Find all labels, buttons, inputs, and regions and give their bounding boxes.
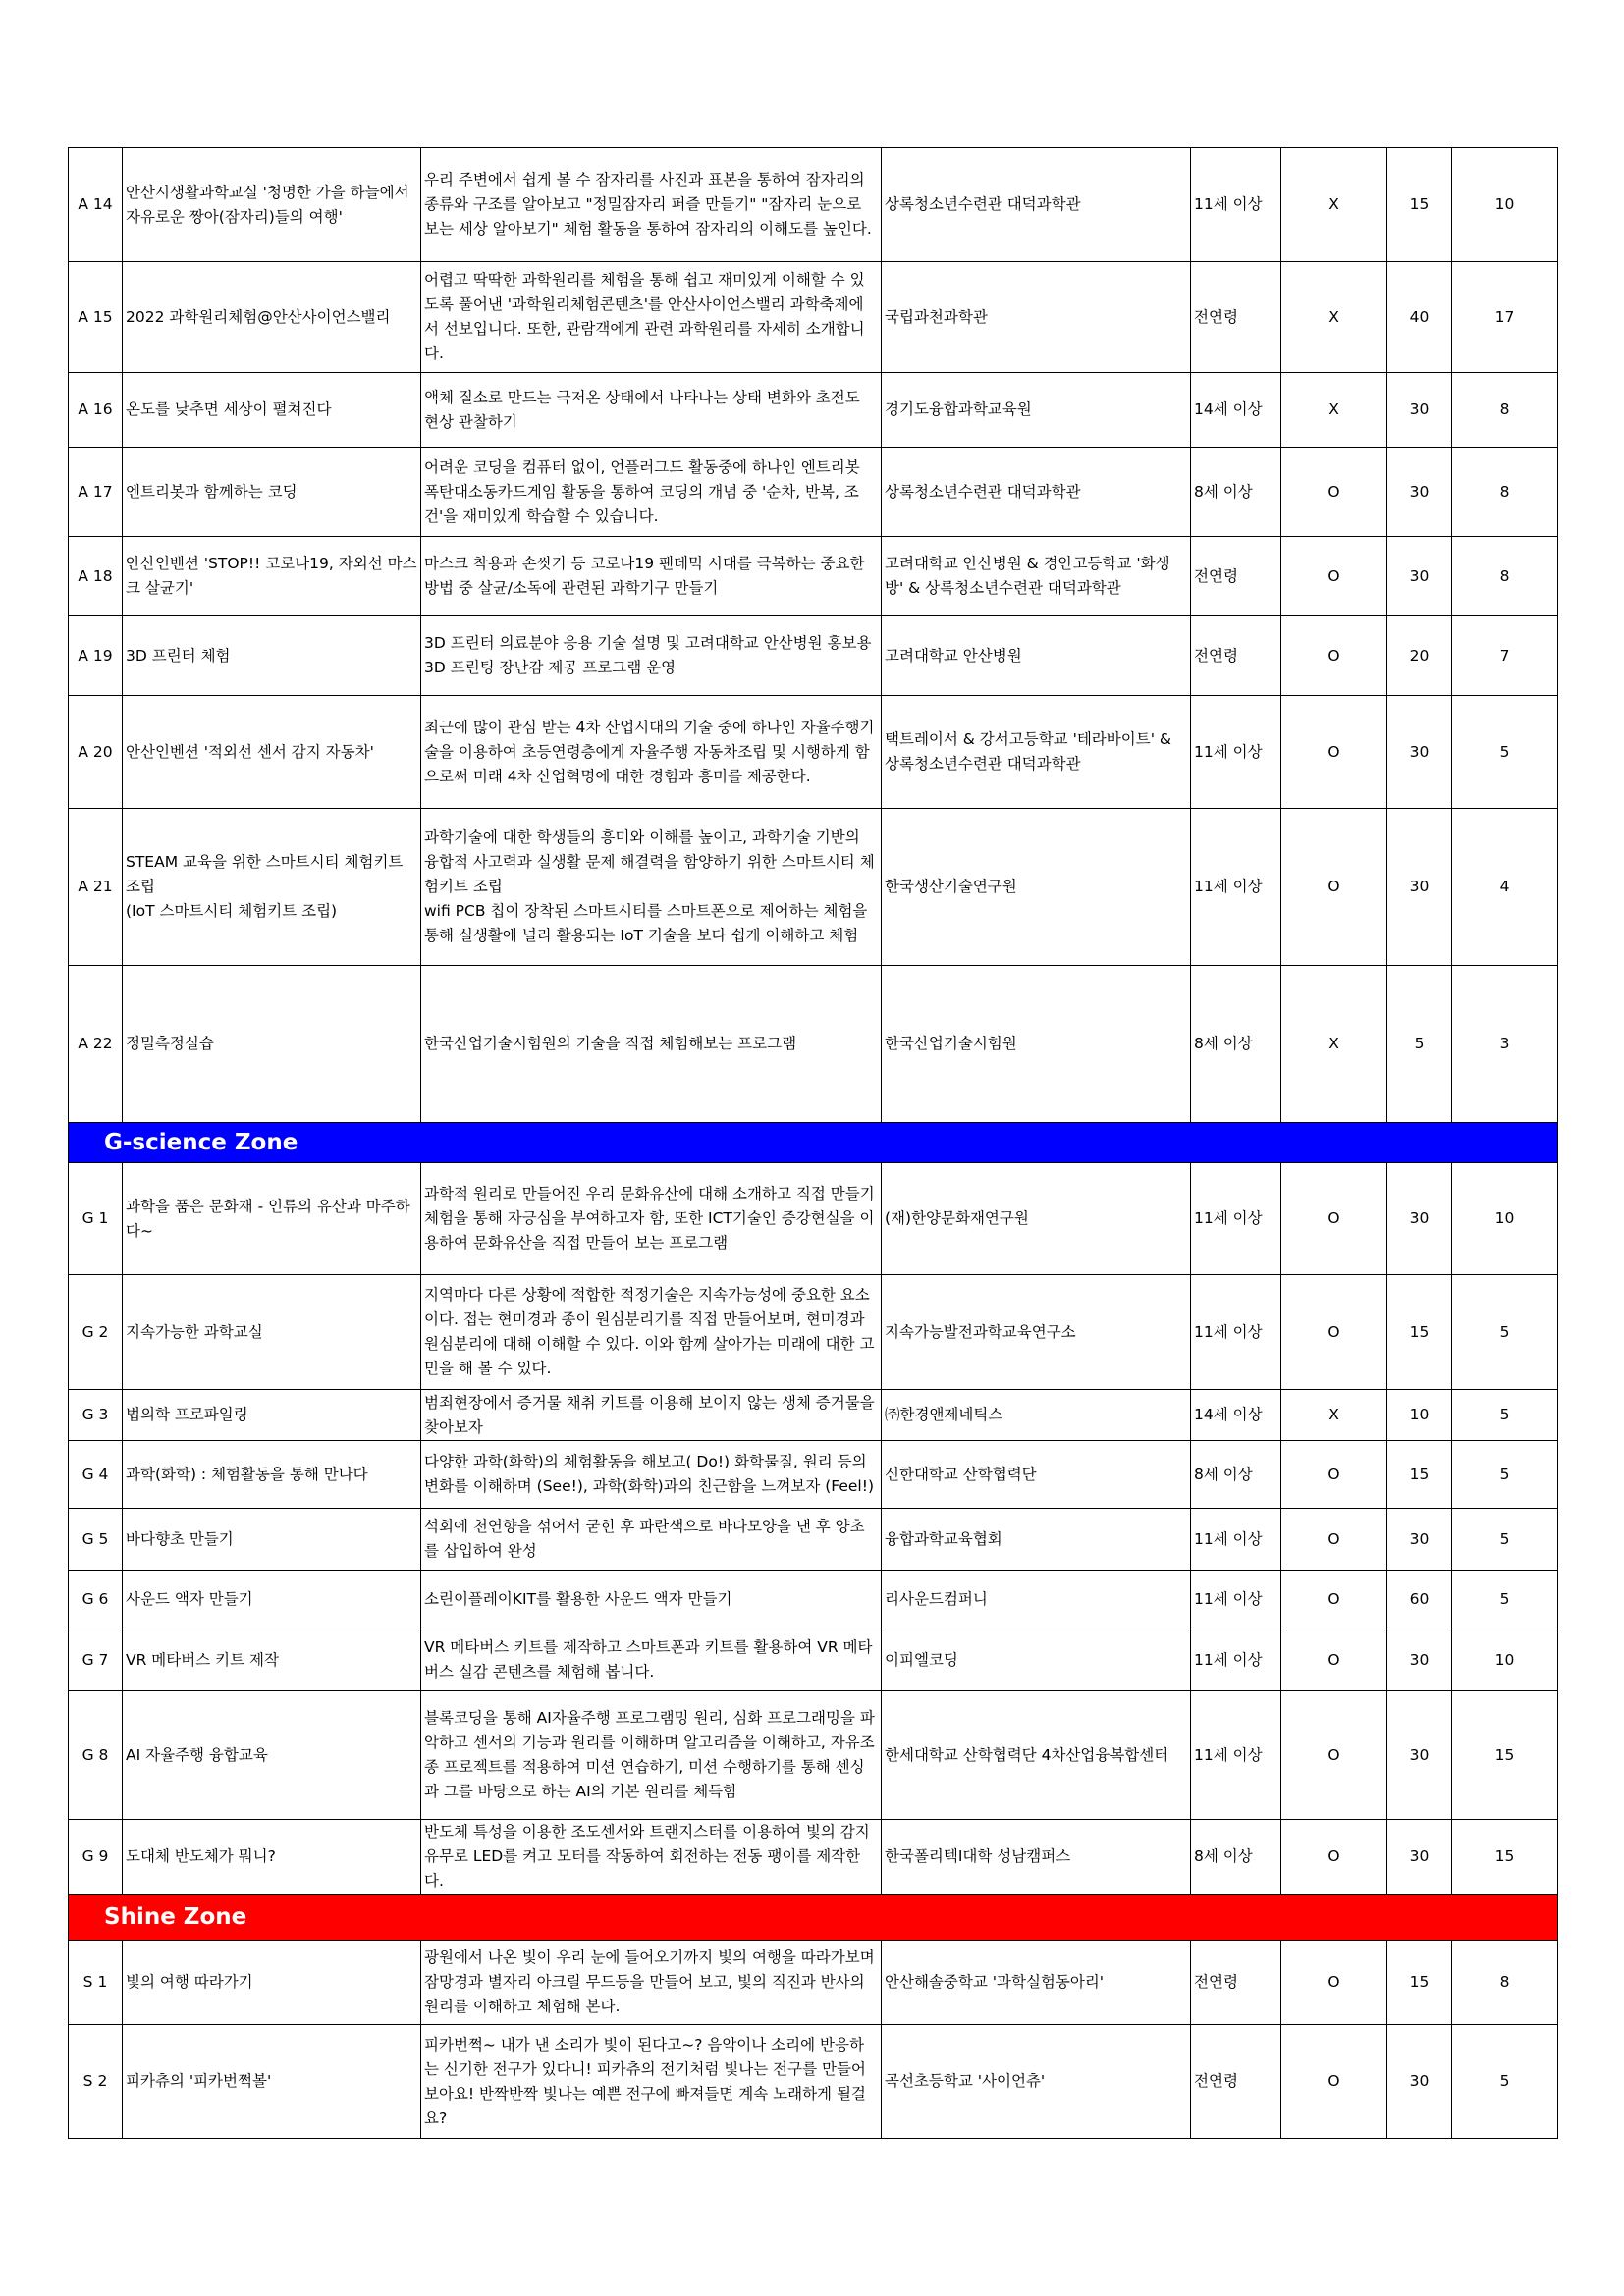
table-row — [69, 809, 1558, 966]
program-title: 정밀측정실습 — [123, 966, 421, 1123]
program-description: 우리 주변에서 쉽게 볼 수 잠자리를 사진과 표본을 통하여 잠자리의 종류와 구조를 알아보고 "정밀잠자리 퍼즐 만들기" "잠자리 눈으로 보는 세상 알아보기" 체험 활동을 통하여 잠자리의 이해도를 높인다. — [421, 148, 882, 262]
rounds: 5 — [1452, 1509, 1558, 1571]
reservation-flag: O — [1281, 1941, 1387, 2025]
capacity: 30 — [1387, 1629, 1452, 1691]
program-id: A 19 — [69, 616, 123, 696]
capacity: 30 — [1387, 1820, 1452, 1895]
reservation-flag: O — [1281, 1691, 1387, 1820]
program-title: 2022 과학원리체험@안산사이언스밸리 — [123, 262, 421, 373]
program-title: STEAM 교육을 위한 스마트시티 체험키트 조립 (IoT 스마트시티 체험키트 조립) — [123, 809, 421, 966]
capacity: 40 — [1387, 262, 1452, 373]
program-title: AI 자율주행 융합교육 — [123, 1691, 421, 1820]
reservation-flag: X — [1281, 1390, 1387, 1441]
table-row — [69, 1275, 1558, 1390]
organizer: 이피엘코딩 — [882, 1629, 1191, 1691]
table-row — [69, 1941, 1558, 2025]
table-row — [69, 1441, 1558, 1509]
capacity: 30 — [1387, 373, 1452, 448]
program-title: VR 메타버스 키트 제작 — [123, 1629, 421, 1691]
organizer: 한국생산기술연구원 — [882, 809, 1191, 966]
organizer: 택트레이서 & 강서고등학교 '테라바이트' & 상록청소년수련관 대덕과학관 — [882, 696, 1191, 809]
program-description: VR 메타버스 키트를 제작하고 스마트폰과 키트를 활용하여 VR 메타버스 실감 콘텐츠를 체험해 봅니다. — [421, 1629, 882, 1691]
reservation-flag: O — [1281, 1509, 1387, 1571]
age-limit: 전연령 — [1191, 537, 1281, 616]
program-title: 법의학 프로파일링 — [123, 1390, 421, 1441]
program-id: G 4 — [69, 1441, 123, 1509]
age-limit: 11세 이상 — [1191, 1275, 1281, 1390]
program-title: 과학(화학) : 체험활동을 통해 만나다 — [123, 1441, 421, 1509]
table-row — [69, 373, 1558, 448]
age-limit: 8세 이상 — [1191, 1820, 1281, 1895]
organizer: 상록청소년수련관 대덕과학관 — [882, 448, 1191, 537]
table-row — [69, 696, 1558, 809]
program-description: 소린이플레이KIT를 활용한 사운드 액자 만들기 — [421, 1571, 882, 1629]
program-description: 광원에서 나온 빛이 우리 눈에 들어오기까지 빛의 여행을 따라가보며 잠망경과 별자리 아크릴 무드등을 만들어 보고, 빛의 직진과 반사의 원리를 이해하고 체험해 본다. — [421, 1941, 882, 2025]
program-description: 석회에 천연향을 섞어서 굳힌 후 파란색으로 바다모양을 낸 후 양초를 삽입하여 완성 — [421, 1509, 882, 1571]
table-row — [69, 448, 1558, 537]
program-description: 블록코딩을 통해 AI자율주행 프로그램밍 원리, 심화 프로그래밍을 파악하고 센서의 기능과 원리를 이해하며 알고리즘을 이해하고, 자유조종 프로젝트를 적용하여 미션 연습하기, 미션 수행하기를 통해 센싱과 그를 바탕으로 하는 AI의 기본 원리를 체득함 — [421, 1691, 882, 1820]
reservation-flag: O — [1281, 2025, 1387, 2139]
organizer: 리사운드컴퍼니 — [882, 1571, 1191, 1629]
table-row — [69, 966, 1558, 1123]
organizer: 국립과천과학관 — [882, 262, 1191, 373]
rounds: 7 — [1452, 616, 1558, 696]
reservation-flag: O — [1281, 1571, 1387, 1629]
reservation-flag: X — [1281, 262, 1387, 373]
program-description: 마스크 착용과 손씻기 등 코로나19 팬데믹 시대를 극복하는 중요한 방법 중 살균/소독에 관련된 과학기구 만들기 — [421, 537, 882, 616]
program-description: 반도체 특성을 이용한 조도센서와 트랜지스터를 이용하여 빛의 감지 유무로 LED를 켜고 모터를 작동하여 회전하는 전동 팽이를 제작한다. — [421, 1820, 882, 1895]
program-title: 안산인벤션 'STOP!! 코로나19, 자외선 마스크 살균기' — [123, 537, 421, 616]
program-title: 빛의 여행 따라가기 — [123, 1941, 421, 2025]
program-id: A 17 — [69, 448, 123, 537]
capacity: 15 — [1387, 1941, 1452, 2025]
reservation-flag: O — [1281, 1275, 1387, 1390]
program-id: G 8 — [69, 1691, 123, 1820]
reservation-flag: X — [1281, 373, 1387, 448]
table-row — [69, 148, 1558, 262]
reservation-flag: O — [1281, 809, 1387, 966]
table-row — [69, 1390, 1558, 1441]
capacity: 30 — [1387, 1163, 1452, 1275]
program-title: 피카츄의 '피카번쩍볼' — [123, 2025, 421, 2139]
organizer: 상록청소년수련관 대덕과학관 — [882, 148, 1191, 262]
capacity: 20 — [1387, 616, 1452, 696]
capacity: 60 — [1387, 1571, 1452, 1629]
capacity: 30 — [1387, 1691, 1452, 1820]
reservation-flag: O — [1281, 1441, 1387, 1509]
table-row — [69, 1820, 1558, 1895]
reservation-flag: O — [1281, 537, 1387, 616]
age-limit: 전연령 — [1191, 262, 1281, 373]
program-title: 도대체 반도체가 뭐니? — [123, 1820, 421, 1895]
organizer: 고려대학교 안산병원 & 경안고등학교 '화생방' & 상록청소년수련관 대덕과학관 — [882, 537, 1191, 616]
rounds: 8 — [1452, 537, 1558, 616]
organizer: 경기도융합과학교육원 — [882, 373, 1191, 448]
age-limit: 11세 이상 — [1191, 148, 1281, 262]
age-limit: 11세 이상 — [1191, 1629, 1281, 1691]
age-limit: 14세 이상 — [1191, 1390, 1281, 1441]
program-id: A 15 — [69, 262, 123, 373]
program-id: G 3 — [69, 1390, 123, 1441]
organizer: ㈜한경앤제네틱스 — [882, 1390, 1191, 1441]
rounds: 5 — [1452, 1571, 1558, 1629]
program-id: A 20 — [69, 696, 123, 809]
program-description: 액체 질소로 만드는 극저온 상태에서 나타나는 상태 변화와 초전도 현상 관찰하기 — [421, 373, 882, 448]
age-limit: 14세 이상 — [1191, 373, 1281, 448]
program-id: G 9 — [69, 1820, 123, 1895]
reservation-flag: O — [1281, 696, 1387, 809]
rounds: 3 — [1452, 966, 1558, 1123]
reservation-flag: X — [1281, 148, 1387, 262]
rounds: 8 — [1452, 1941, 1558, 2025]
rounds: 5 — [1452, 1390, 1558, 1441]
program-description: 다양한 과학(화학)의 체험활동을 해보고( Do!) 화학물질, 원리 등의 변화를 이해하며 (See!), 과학(화학)과의 친근함을 느껴보자 (Feel!) — [421, 1441, 882, 1509]
program-title: 엔트리봇과 함께하는 코딩 — [123, 448, 421, 537]
rounds: 10 — [1452, 1629, 1558, 1691]
program-description: 과학기술에 대한 학생들의 흥미와 이해를 높이고, 과학기술 기반의 융합적 사고력과 실생활 문제 해결력을 함양하기 위한 스마트시티 체험키트 조립 wifi PCB 칩이 장착된 스마트시티를 스마트폰으로 제어하는 체험을 통해 실생활에 널리 활용되는 IoT 기술을 보다 쉽게 이해하고 체험 — [421, 809, 882, 966]
rounds: 4 — [1452, 809, 1558, 966]
rounds: 10 — [1452, 148, 1558, 262]
program-title: 안산시생활과학교실 '청명한 가을 하늘에서 자유로운 짱아(잠자리)들의 여행' — [123, 148, 421, 262]
table-row — [69, 1691, 1558, 1820]
age-limit: 11세 이상 — [1191, 809, 1281, 966]
table-row — [69, 537, 1558, 616]
age-limit: 11세 이상 — [1191, 1509, 1281, 1571]
table-row — [69, 1509, 1558, 1571]
rounds: 5 — [1452, 1275, 1558, 1390]
program-description: 과학적 원리로 만들어진 우리 문화유산에 대해 소개하고 직접 만들기 체험을 통해 자긍심을 부여하고자 함, 또한 ICT기술인 증강현실을 이용하여 문화유산을 직접 만들어 보는 프로그램 — [421, 1163, 882, 1275]
organizer: 곡선초등학교 '사이언츄' — [882, 2025, 1191, 2139]
zone-header — [69, 1895, 1558, 1941]
program-description: 피카번쩍~ 내가 낸 소리가 빛이 된다고~? 음악이나 소리에 반응하는 신기한 전구가 있다니! 피카츄의 전기처럼 빛나는 전구를 만들어보아요! 반짝반짝 빛나는 예쁜 전구에 빠져들면 계속 노래하게 될걸요? — [421, 2025, 882, 2139]
program-table-body — [69, 148, 1558, 2139]
program-title: 과학을 품은 문화재 - 인류의 유산과 마주하다~ — [123, 1163, 421, 1275]
organizer: 융합과학교육협회 — [882, 1509, 1191, 1571]
capacity: 30 — [1387, 1509, 1452, 1571]
program-title: 바다향초 만들기 — [123, 1509, 421, 1571]
program-description: 어려운 코딩을 컴퓨터 없이, 언플러그드 활동중에 하나인 엔트리봇 폭탄대소동카드게임 활동을 통하여 코딩의 개념 중 '순차, 반복, 조건'을 재미있게 학습할 수 있습니다. — [421, 448, 882, 537]
program-id: S 2 — [69, 2025, 123, 2139]
program-description: 지역마다 다른 상황에 적합한 적정기술은 지속가능성에 중요한 요소이다. 접는 현미경과 종이 원심분리기를 직접 만들어보며, 현미경과 원심분리에 대해 이해할 수 있다. 이와 함께 살아가는 미래에 대한 고민을 해 볼 수 있다. — [421, 1275, 882, 1390]
capacity: 15 — [1387, 148, 1452, 262]
zone-header — [69, 1123, 1558, 1163]
program-title: 사운드 액자 만들기 — [123, 1571, 421, 1629]
program-id: A 18 — [69, 537, 123, 616]
program-title: 안산인벤션 '적외선 센서 감지 자동차' — [123, 696, 421, 809]
program-id: A 14 — [69, 148, 123, 262]
age-limit: 8세 이상 — [1191, 966, 1281, 1123]
zone-title: Shine Zone — [69, 1895, 1558, 1941]
capacity: 30 — [1387, 2025, 1452, 2139]
organizer: 한세대학교 산학협력단 4차산업융복합센터 — [882, 1691, 1191, 1820]
age-limit: 11세 이상 — [1191, 696, 1281, 809]
program-description: 한국산업기술시험원의 기술을 직접 체험해보는 프로그램 — [421, 966, 882, 1123]
program-title: 온도를 낮추면 세상이 펼쳐진다 — [123, 373, 421, 448]
capacity: 30 — [1387, 809, 1452, 966]
age-limit: 11세 이상 — [1191, 1691, 1281, 1820]
capacity: 15 — [1387, 1275, 1452, 1390]
table-row — [69, 2025, 1558, 2139]
reservation-flag: X — [1281, 966, 1387, 1123]
capacity: 30 — [1387, 448, 1452, 537]
program-description: 범죄현장에서 증거물 채취 키트를 이용해 보이지 않는 생체 증거물을 찾아보자 — [421, 1390, 882, 1441]
rounds: 15 — [1452, 1691, 1558, 1820]
table-row — [69, 262, 1558, 373]
organizer: 안산해솔중학교 '과학실험동아리' — [882, 1941, 1191, 2025]
program-id: G 6 — [69, 1571, 123, 1629]
program-table — [68, 147, 1558, 2139]
rounds: 10 — [1452, 1163, 1558, 1275]
program-id: G 5 — [69, 1509, 123, 1571]
program-id: A 22 — [69, 966, 123, 1123]
capacity: 30 — [1387, 537, 1452, 616]
age-limit: 전연령 — [1191, 616, 1281, 696]
program-id: G 2 — [69, 1275, 123, 1390]
organizer: 한국산업기술시험원 — [882, 966, 1191, 1123]
rounds: 17 — [1452, 262, 1558, 373]
capacity: 30 — [1387, 696, 1452, 809]
reservation-flag: O — [1281, 1629, 1387, 1691]
reservation-flag: O — [1281, 448, 1387, 537]
organizer: (재)한양문화재연구원 — [882, 1163, 1191, 1275]
program-description: 최근에 많이 관심 받는 4차 산업시대의 기술 중에 하나인 자율주행기술을 이용하여 초등연령층에게 자율주행 자동차조립 및 시행하게 함으로써 미래 4차 산업혁명에 대한 경험과 흥미를 제공한다. — [421, 696, 882, 809]
program-id: G 1 — [69, 1163, 123, 1275]
table-row — [69, 1571, 1558, 1629]
program-title: 3D 프린터 체험 — [123, 616, 421, 696]
age-limit: 전연령 — [1191, 2025, 1281, 2139]
rounds: 8 — [1452, 448, 1558, 537]
zone-title: G-science Zone — [69, 1123, 1558, 1163]
rounds: 5 — [1452, 1441, 1558, 1509]
program-title: 지속가능한 과학교실 — [123, 1275, 421, 1390]
capacity: 15 — [1387, 1441, 1452, 1509]
age-limit: 8세 이상 — [1191, 1441, 1281, 1509]
program-description: 3D 프린터 의료분야 응용 기술 설명 및 고려대학교 안산병원 홍보용 3D 프린팅 장난감 제공 프로그램 운영 — [421, 616, 882, 696]
program-description: 어렵고 딱딱한 과학원리를 체험을 통해 쉽고 재미있게 이해할 수 있도록 풀어낸 '과학원리체험콘텐츠'를 안산사이언스밸리 과학축제에서 선보입니다. 또한, 관람객에게 관련 과학원리를 자세히 소개합니다. — [421, 262, 882, 373]
age-limit: 전연령 — [1191, 1941, 1281, 2025]
table-row — [69, 1629, 1558, 1691]
age-limit: 8세 이상 — [1191, 448, 1281, 537]
age-limit: 11세 이상 — [1191, 1571, 1281, 1629]
reservation-flag: O — [1281, 1163, 1387, 1275]
table-row — [69, 1163, 1558, 1275]
rounds: 5 — [1452, 2025, 1558, 2139]
age-limit: 11세 이상 — [1191, 1163, 1281, 1275]
table-row — [69, 616, 1558, 696]
program-id: A 21 — [69, 809, 123, 966]
rounds: 15 — [1452, 1820, 1558, 1895]
organizer: 지속가능발전과학교육연구소 — [882, 1275, 1191, 1390]
capacity: 5 — [1387, 966, 1452, 1123]
organizer: 한국폴리텍I대학 성남캠퍼스 — [882, 1820, 1191, 1895]
program-id: A 16 — [69, 373, 123, 448]
reservation-flag: O — [1281, 616, 1387, 696]
program-id: G 7 — [69, 1629, 123, 1691]
rounds: 5 — [1452, 696, 1558, 809]
organizer: 고려대학교 안산병원 — [882, 616, 1191, 696]
reservation-flag: O — [1281, 1820, 1387, 1895]
program-id: S 1 — [69, 1941, 123, 2025]
rounds: 8 — [1452, 373, 1558, 448]
organizer: 신한대학교 산학협력단 — [882, 1441, 1191, 1509]
capacity: 10 — [1387, 1390, 1452, 1441]
